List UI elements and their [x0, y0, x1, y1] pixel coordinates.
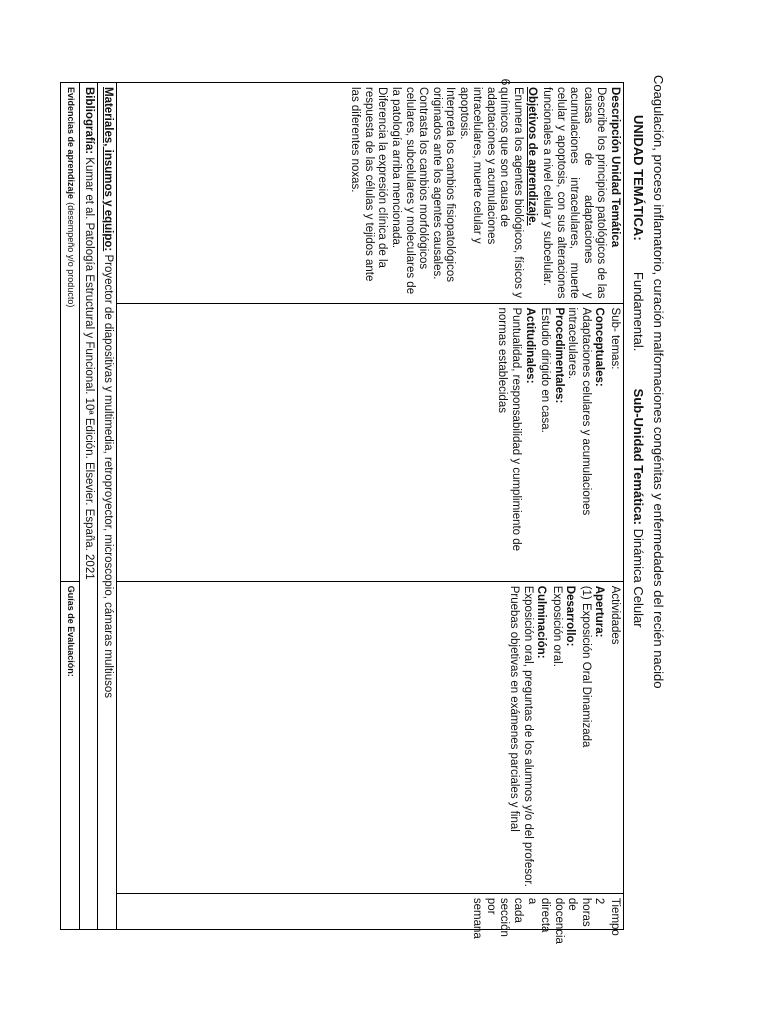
actividades-cell: [117, 581, 624, 893]
subtemas-header: Sub- temas:: [609, 307, 621, 370]
objetivo-item: Diferencia la expresión clínica de la respuesta de las células y tejidos ante las diferentes noxas.: [349, 87, 389, 282]
actitudinales-label: Actitudinales:: [523, 307, 536, 384]
bibliografia-text: Kumar et al. Patología Estructural y Funcional. 10ª Edición. Elsevier. España. 2021: [83, 157, 96, 580]
unit-label: UNIDAD TEMÁTICA:: [631, 115, 646, 241]
conceptuales-text: Adaptaciones celulares y acumulaciones intracelulares.: [566, 307, 592, 516]
actitudinales-text: Puntualidad, responsabilidad y cumplimiento de normas establecidas: [496, 307, 523, 552]
tiempo-text: 2 horas de docencia directa a cada sección por semana: [471, 897, 606, 944]
materiales-cell: [98, 83, 117, 930]
subunit-label: Sub-Unidad Temática:: [631, 388, 646, 525]
procedimentales-text: Estudio dirigido en casa.: [539, 307, 552, 433]
desarrollo-text: Exposición oral.: [550, 585, 563, 667]
unit-value: Fundamental.: [631, 271, 646, 352]
culminacion-label: Culminación:: [535, 585, 548, 659]
objetivo-item: Contrasta los cambios morfológicos celulares, subcelulares y moleculares de la patología arriba mencionada.: [390, 87, 430, 295]
bibliografia-label: Bibliografía:: [83, 87, 96, 155]
actividades-header: Actividades: [609, 585, 621, 645]
culminacion-text: Exposición oral, preguntas de los alumnos y/o del profesor. Pruebas objetivas en exámenes parciales y final: [508, 585, 534, 887]
objetivos-title: Objetivos de aprendizaje.: [525, 87, 538, 226]
descripcion-text: Describe los principios patológicos de las causas de adaptaciones y acumulaciones intracelulares, muerte celular y apoptosis, con sus alteraciones funcionales a nivel celular y subcelular.: [541, 87, 608, 299]
document-title: Coagulación, proceso inflamatorio, curación malformaciones congénitas y enfermedades del recién nacido: [651, 75, 666, 689]
objetivo-item: Enumera los agentes biológicos, físicos y químicos que son causa de adaptaciones y acumulaciones intracelulares, muerte celular y apoptosis.: [457, 87, 525, 298]
tiempo-header: Tiempo: [609, 897, 621, 936]
bibliografia-row: [79, 83, 98, 930]
materiales-label: Materiales, insumos y equipo:: [102, 87, 114, 252]
materiales-row: [98, 83, 117, 930]
tiempo-cell: [117, 893, 624, 944]
guias-label: Guías de Evaluación:: [65, 585, 76, 677]
evidencias-cell: [61, 83, 80, 582]
apertura-text: (1) Exposición Oral Dinamizada: [579, 585, 592, 748]
evidencias-note: (desempeño y/o producto): [65, 202, 76, 308]
content-row: [117, 83, 624, 930]
subunit-value: Dinámica Celular: [631, 528, 646, 628]
evidencias-label: Evidencias de aprendizaje: [65, 87, 76, 200]
materiales-text: Proyector de diapositivas y multimedia, retroproyector, microscopio, cámaras multiusos: [102, 254, 114, 698]
unit-header: [631, 115, 646, 628]
descripcion-title: Descripción Unidad Temática: [609, 87, 621, 248]
subtemas-cell: [117, 303, 624, 581]
apertura-label: Apertura:: [593, 585, 606, 638]
page-number: 6: [498, 78, 513, 86]
unit-table: [60, 82, 624, 944]
desarrollo-label: Desarrollo:: [564, 585, 577, 647]
objetivo-item: Interpreta los cambios fisiopatológicos originados ante los agentes causales.: [430, 87, 457, 282]
evidencias-row: [61, 83, 80, 930]
guias-cell: [61, 581, 80, 929]
bibliografia-cell: [79, 83, 98, 930]
procedimentales-label: Procedimentales:: [552, 307, 565, 404]
description-cell: [117, 83, 624, 304]
conceptuales-label: Conceptuales:: [593, 307, 606, 387]
